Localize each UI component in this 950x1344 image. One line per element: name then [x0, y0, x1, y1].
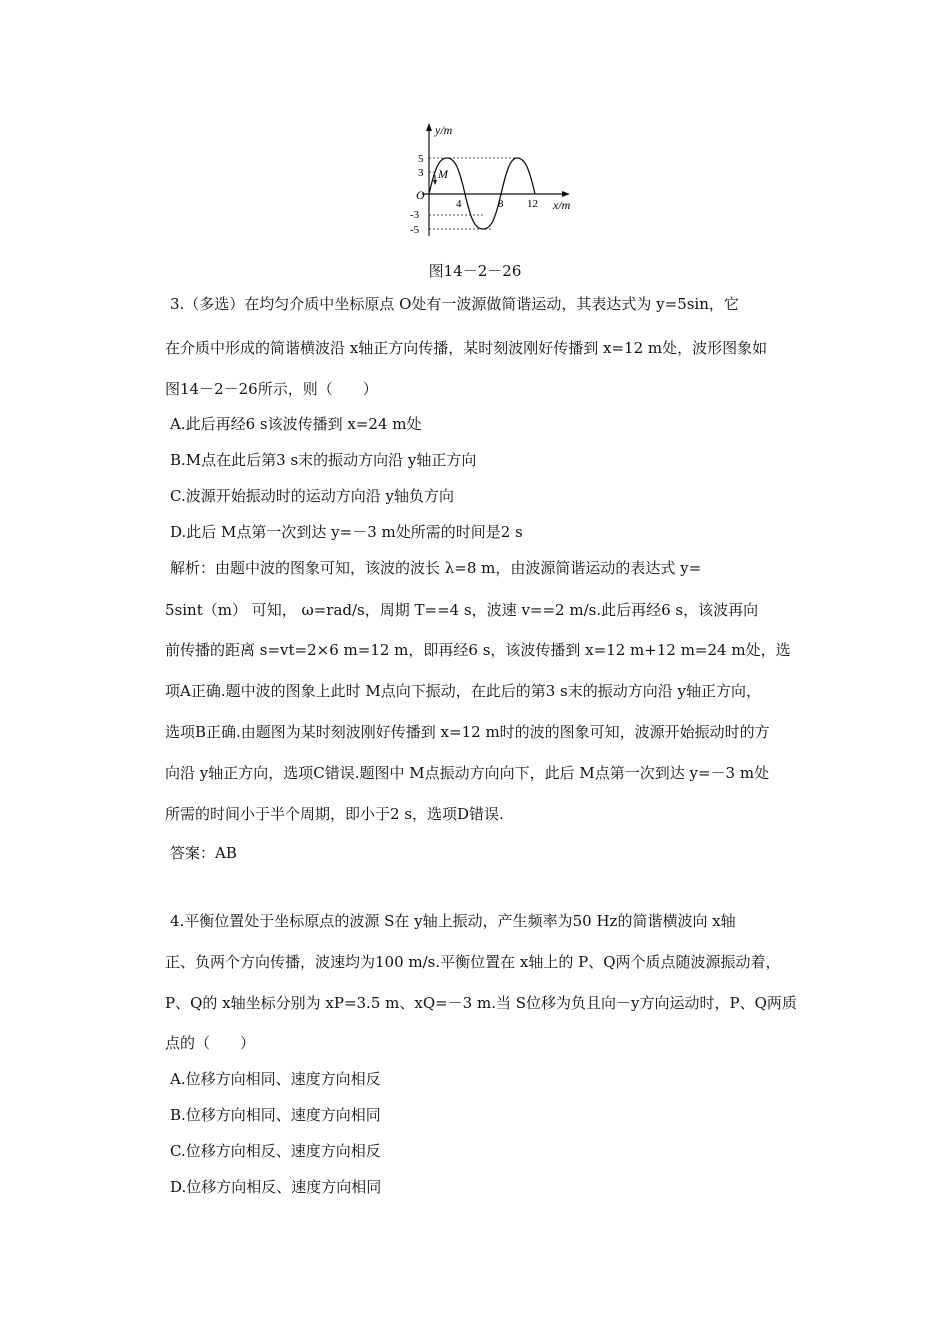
analysis-line-3: 前传播的距离 s=vt=2×6 m=12 m，即再经6 s，该波传播到 x=12 m+12 m=24 m处，选 — [165, 641, 791, 659]
analysis-line-6: 向沿 y轴正方向，选项C错误.题图中 M点振动方向向下，此后 M点第一次到达 y=－3 m处 — [165, 764, 770, 782]
m-arrowhead — [433, 180, 437, 185]
origin-label: O — [416, 188, 425, 202]
point-m-label: M — [438, 167, 448, 181]
y-tick-5: 5 — [418, 153, 424, 165]
q4-line-4: 点的（ ） — [165, 1034, 256, 1052]
y-tick-neg3: -3 — [410, 209, 420, 221]
y-axis-arrow — [426, 123, 432, 131]
q4-option-a: A.位移方向相同、速度方向相反 — [170, 1070, 381, 1088]
analysis-line-1: 解析：由题中波的图象可知，该波的波长 λ=8 m，由波源简谐运动的表达式 y= — [170, 559, 702, 577]
q3-option-a: A.此后再经6 s该波传播到 x=24 m处 — [170, 415, 422, 433]
q4-option-b: B.位移方向相同、速度方向相同 — [170, 1106, 381, 1124]
q3-option-c: C.波源开始振动时的运动方向沿 y轴负方向 — [170, 487, 454, 505]
y-tick-neg5: -5 — [410, 224, 420, 236]
q3-line-2: 在介质中形成的简谐横波沿 x轴正方向传播，某时刻波刚好传播到 x=12 m处，波形图象如 — [165, 339, 768, 357]
x-axis-label: x/m — [553, 198, 571, 212]
x-tick-4: 4 — [456, 198, 462, 210]
wave-figure — [405, 118, 585, 243]
analysis-line-4: 项A正确.题中波的图象上此时 M点向下振动，在此后的第3 s末的振动方向沿 y轴正方向， — [165, 682, 761, 700]
x-tick-8: 8 — [498, 198, 504, 210]
q3-option-d: D.此后 M点第一次到达 y=－3 m处所需的时间是2 s — [170, 523, 523, 541]
figure-caption: 图14－2－26 — [428, 262, 522, 280]
q4-option-d: D.位移方向相反、速度方向相同 — [170, 1178, 382, 1196]
q4-option-c: C.位移方向相反、速度方向相反 — [170, 1142, 381, 1160]
q3-option-b: B.M点在此后第3 s末的振动方向沿 y轴正方向 — [170, 451, 477, 469]
analysis-line-5: 选项B正确.由题图为某时刻波刚好传播到 x=12 m时的波的图象可知，波源开始振动时的方 — [165, 723, 770, 741]
y-tick-3: 3 — [418, 167, 424, 179]
x-axis-arrow — [562, 191, 570, 197]
analysis-line-2: 5sint（m） 可知， ω=rad/s，周期 T==4 s，波速 v==2 m/s.此后再经6 s，该波再向 — [165, 601, 759, 619]
x-tick-12: 12 — [527, 198, 538, 210]
analysis-line-7: 所需的时间小于半个周期，即小于2 s，选项D错误. — [165, 805, 504, 823]
answer-text: 答案：AB — [170, 844, 237, 862]
q4-line-1: 4.平衡位置处于坐标原点的波源 S在 y轴上振动，产生频率为50 Hz的简谐横波向 x轴 — [170, 912, 736, 930]
q4-line-2: 正、负两个方向传播，波速均为100 m/s.平衡位置在 x轴上的 P、Q两个质点随波源振动着， — [165, 953, 781, 971]
q3-line-3: 图14－2－26所示，则（ ） — [165, 380, 378, 398]
y-axis-label: y/m — [435, 123, 453, 137]
q4-line-3: P、Q的 x轴坐标分别为 xP=3.5 m、xQ=－3 m.当 S位移为负且向－y方向运动时，P、Q两质 — [165, 994, 797, 1012]
q3-line-1: 3.（多选）在均匀介质中坐标原点 O处有一波源做简谐运动，其表达式为 y=5sin，它 — [170, 295, 739, 313]
